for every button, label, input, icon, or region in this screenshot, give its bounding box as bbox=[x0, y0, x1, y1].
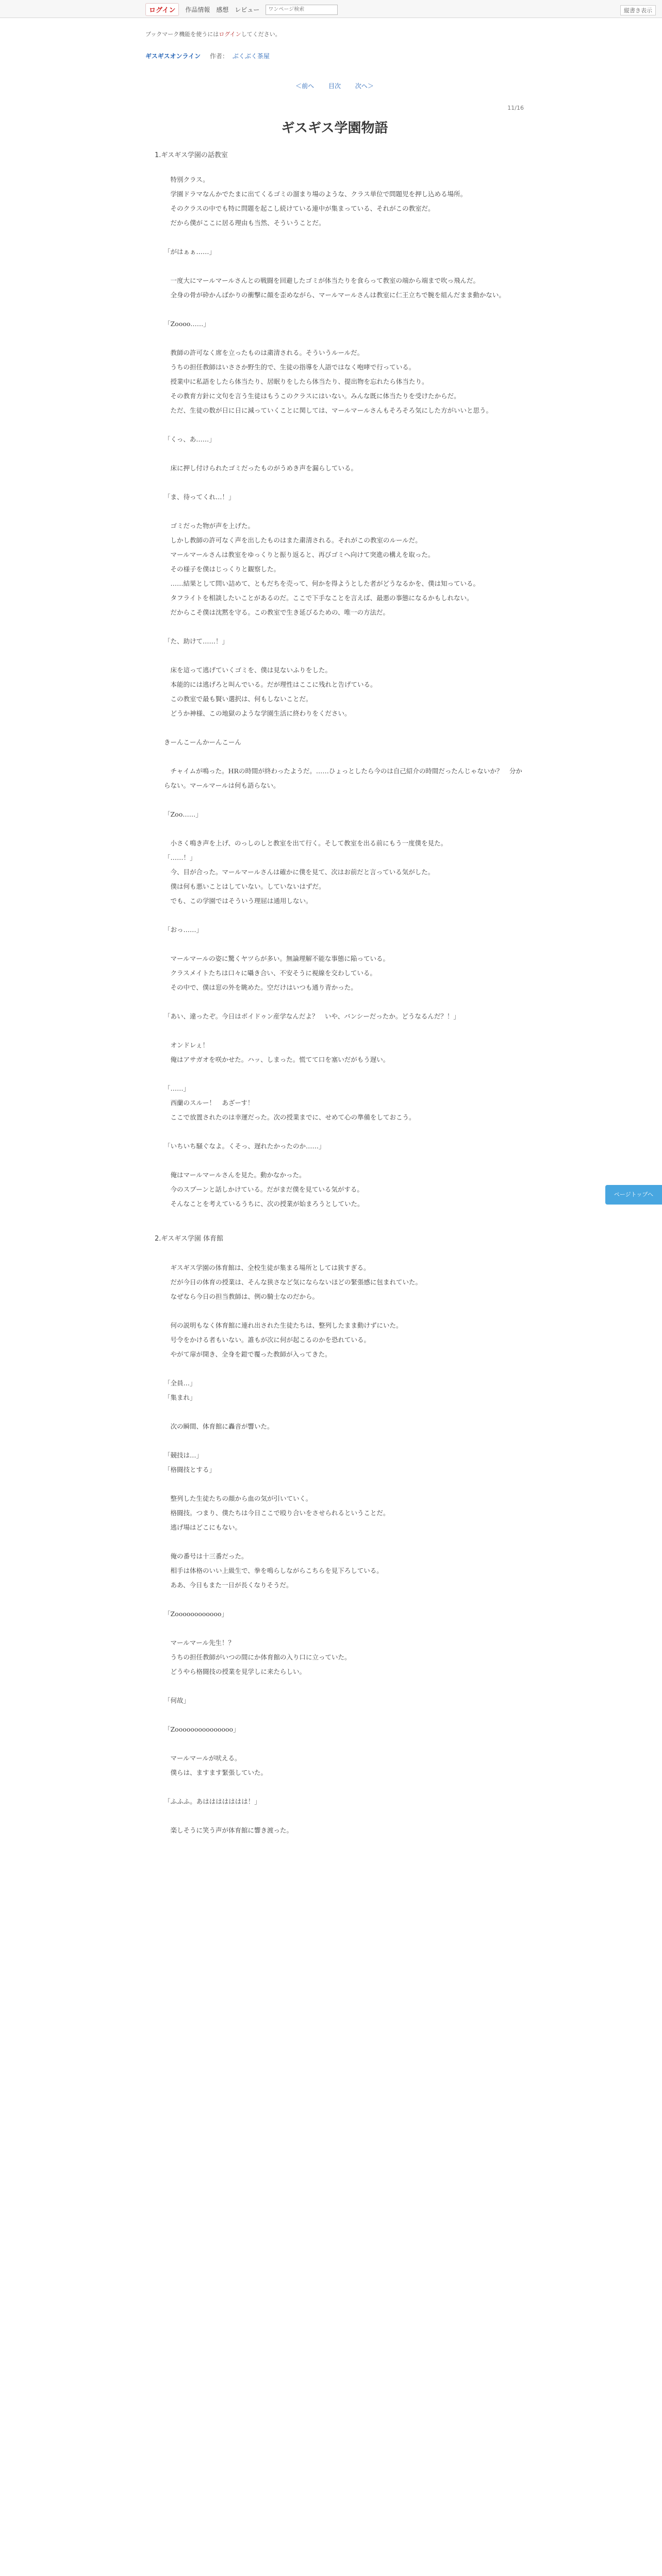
novel-paragraph: だから僕がここに居る理由も当然、そういうことだ。 bbox=[164, 219, 325, 227]
novel-paragraph: 「ま、待ってくれ…！」 bbox=[164, 493, 235, 501]
paragraph-gap bbox=[164, 620, 524, 634]
novel-paragraph: 「全員…」 bbox=[164, 1379, 196, 1387]
novel-paragraph: その様子を僕はじっくりと観察した。 bbox=[164, 565, 280, 573]
paragraph-gap bbox=[164, 1679, 524, 1693]
novel-paragraph: 俺はアサガオを咲かせた。ハッ、しまった。慌てて口を塞いだがもう遅い。 bbox=[164, 1056, 390, 1063]
novel-paragraph: 床を這って逃げていくゴミを、僕は見ないふりをした。 bbox=[164, 666, 332, 674]
novel-paragraph: その中で、僕は窓の外を眺めた。空だけはいつも通り青かった。 bbox=[164, 984, 357, 991]
paragraph-gap bbox=[164, 649, 524, 663]
login-button[interactable]: ログイン bbox=[145, 3, 179, 16]
novel-paragraph: 「何故」 bbox=[164, 1697, 190, 1704]
page-top-button[interactable]: ページトップへ bbox=[605, 1185, 662, 1205]
novel-paragraph: チャイムが鳴った。HRの時間が終わったようだ。……ひょっとしたら今のは自己紹介の時間だったんじゃないか？ 分からない。マールマールは何も語らない。 bbox=[164, 767, 522, 789]
novel-paragraph: 一度大にマールマールさんとの戦闘を回避したゴミが体当たりを食らって教室の端から端まで吹っ飛んだ。 bbox=[164, 277, 480, 284]
paragraph-gap bbox=[164, 793, 524, 807]
paragraph-gap bbox=[164, 1708, 524, 1722]
novel-paragraph: マールマールさんは教室をゆっくりと振り返ると、再びゴミへ向けて突進の構えを取った。 bbox=[164, 551, 435, 558]
novel-paragraph: クラスメイトたちは口々に囁き合い、不安そうに視線を交わしている。 bbox=[164, 969, 376, 977]
novel-paragraph: タフライトを相談したいことがあるのだ。ここで下手なことを言えば、最悪の事態になるかもしれない。 bbox=[164, 594, 473, 602]
vertical-view-button[interactable]: 縦書き表示 bbox=[620, 5, 656, 15]
novel-paragraph: 僕らは、ますます緊張していた。 bbox=[164, 1769, 268, 1776]
novel-paragraph: 「くっ、あ……」 bbox=[164, 435, 216, 443]
chapter-heading-2: 2.ギスギス学園 体育館 bbox=[155, 1235, 224, 1243]
novel-paragraph: 「……！」 bbox=[164, 854, 196, 861]
novel-paragraph: 「あい、違ったぞ。今日はボイドゥン産学なんだよ？ いや、バンシーだったか。どうなるんだ？！」 bbox=[164, 1012, 460, 1020]
paragraph-gap bbox=[164, 1434, 524, 1448]
novel-paragraph: 「Zoooooooooooo」 bbox=[164, 1610, 228, 1618]
paragraph-gap bbox=[164, 476, 524, 490]
episode-number: 11/16 bbox=[507, 105, 524, 111]
novel-paragraph: ギスギス学園の体育館は、全校生徒が集まる場所としては狭すぎる。 bbox=[164, 1264, 370, 1272]
novel-paragraph: 格闘技。つまり、僕たちは今日ここで殴り合いをさせられるということだ。 bbox=[164, 1509, 390, 1517]
paragraph-gap bbox=[164, 721, 524, 735]
novel-paragraph: 床に押し付けられたゴミだったものがうめき声を漏らしている。 bbox=[164, 464, 358, 472]
novel-paragraph: きーんこーんかーんこーん bbox=[164, 738, 242, 746]
novel-paragraph: 今、目が合った。マールマールさんは確かに僕を見て、次はお前だと言っている気がした。 bbox=[164, 868, 435, 876]
novel-paragraph: だが今日の体育の授業は、そんな狭さなど気にならないほどの緊張感に包まれていた。 bbox=[164, 1278, 422, 1286]
episode-pager bbox=[145, 81, 524, 90]
novel-paragraph: 学園ドラマなんかでたまに出てくるゴミの溜まり場のような、クラス単位で問題児を押し込める場所。 bbox=[164, 190, 467, 198]
novel-paragraph: 僕は何も悪いことはしていない。していないはずだ。 bbox=[164, 883, 325, 890]
novel-paragraph: しかし教師の許可なく声を出したものはまた粛清される。それがこの教室のルールだ。 bbox=[164, 536, 422, 544]
novel-paragraph: 「いちいち騒ぐなよ。くそっ、遅れたかったのか……」 bbox=[164, 1142, 325, 1150]
paragraph-gap bbox=[164, 504, 524, 519]
novel-paragraph: 「Zooooooooooooooo」 bbox=[164, 1725, 240, 1733]
novel-paragraph: 「競技は…」 bbox=[164, 1451, 203, 1459]
paragraph-gap bbox=[164, 995, 524, 1009]
novel-paragraph: うちの担任教師がいつの間にか体育館の入り口に立っていた。 bbox=[164, 1653, 351, 1661]
chapter-heading: 1.ギスギス学園の話教室 bbox=[155, 151, 228, 159]
novel-paragraph: 逃げ場はどこにもない。 bbox=[164, 1523, 242, 1531]
novel-paragraph: 「ふふふ。あははははははは！」 bbox=[164, 1798, 261, 1805]
novel-paragraph: ……結果として問い詰めて、ともだちを売って、何かを得ようとした者がどうなるかを、僕は知っている。 bbox=[164, 580, 480, 587]
paragraph-gap bbox=[164, 750, 524, 764]
novel-paragraph: ああ、今日もまた一日が長くなりそうだ。 bbox=[164, 1581, 293, 1589]
prev-episode-link[interactable]: ＜前へ bbox=[295, 82, 315, 90]
novel-paragraph: ただ、生徒の数が日に日に減っていくことに関しては、マールマールさんもそろそろ気にした方がいいと思う。 bbox=[164, 406, 493, 414]
novel-paragraph: この教室で最も賢い選択は、何もしないことだ。 bbox=[164, 695, 312, 703]
nav-item-reviews[interactable]: レビュー bbox=[235, 6, 260, 13]
novel-paragraph: マールマールの姿に驚くヤツらが多い。無論理解不能な事態に陥っている。 bbox=[164, 955, 390, 962]
novel-paragraph: 「格闘技とする」 bbox=[164, 1466, 216, 1473]
login-notice bbox=[145, 30, 524, 38]
paragraph-gap bbox=[164, 331, 524, 346]
novel-paragraph: マールマール先生！？ bbox=[164, 1639, 235, 1647]
top-nav bbox=[145, 3, 338, 16]
paragraph-gap bbox=[164, 1362, 524, 1376]
paragraph-gap bbox=[164, 1125, 524, 1139]
novel-paragraph: どうやら格闘技の授業を見学しに来たらしい。 bbox=[164, 1668, 306, 1675]
novel-paragraph: 授業中に私語をしたら体当たり、居眠りをしたら体当たり、提出物を忘れたら体当たり。 bbox=[164, 378, 428, 385]
novel-paragraph: その教育方針に文句を言う生徒はもうこのクラスにはいない。みんな既に体当たりを受けたからだ。 bbox=[164, 392, 460, 400]
paragraph-gap bbox=[164, 908, 524, 923]
novel-paragraph: うちの担任教師はいささか野生的で、生徒の指導を人語ではなく咆哮で行っている。 bbox=[164, 363, 416, 371]
novel-paragraph: そのクラスの中でも特に問題を起こし続けている連中が集まっている、それがこの教室だ。 bbox=[164, 205, 435, 212]
novel-paragraph: 「集まれ」 bbox=[164, 1394, 196, 1401]
notice-prefix: ブックマーク機能を使うには bbox=[145, 31, 219, 38]
paragraph-gap bbox=[164, 1809, 524, 1823]
novel-paragraph: 小さく鳴き声を上げ、のっしのしと教室を出て行く。そして教室を出る前にもう一度僕を見た。 bbox=[164, 839, 448, 847]
paragraph-gap bbox=[164, 302, 524, 317]
novel-paragraph: 相手は体格のいい上級生で、拳を鳴らしながらこちらを見下ろしている。 bbox=[164, 1567, 383, 1574]
novel-paragraph: 号令をかける者もいない。誰もが次に何が起こるのかを恐れている。 bbox=[164, 1336, 371, 1344]
paragraph-gap bbox=[164, 1780, 524, 1794]
novel-paragraph: 楽しそうに笑う声が体育館に響き渡った。 bbox=[164, 1826, 293, 1834]
novel-paragraph: 西蘭のスルー！ あざーす！ bbox=[164, 1099, 254, 1107]
notice-login-link[interactable]: ログイン bbox=[219, 31, 241, 38]
paragraph-gap bbox=[164, 1304, 524, 1318]
novel-paragraph: 今のスプーンと話しかけている。だがまだ僕を見ている気がする。 bbox=[164, 1185, 363, 1193]
novel-paragraph: 次の瞬間、体育館に轟音が響いた。 bbox=[164, 1422, 274, 1430]
novel-paragraph: オンドレぇ！ bbox=[164, 1041, 209, 1049]
paragraph-gap bbox=[164, 1621, 524, 1636]
paragraph-gap bbox=[164, 1535, 524, 1549]
toc-link[interactable]: 目次 bbox=[328, 82, 341, 90]
novel-paragraph: 何の説明もなく体育館に連れ出された生徒たちは、整列したまま動けずにいた。 bbox=[164, 1321, 403, 1329]
paragraph-gap bbox=[164, 259, 524, 274]
novel-paragraph: 教師の許可なく席を立ったものは粛清される。そういうルールだ。 bbox=[164, 349, 364, 357]
paragraph-gap bbox=[164, 230, 524, 245]
author-label: 作者： bbox=[210, 53, 229, 60]
novel-paragraph: 「おっ……」 bbox=[164, 926, 203, 934]
novel-paragraph: なぜなら今日の担当教師は、例の騎士なのだから。 bbox=[164, 1293, 319, 1300]
novel-body bbox=[155, 173, 524, 1838]
novel-paragraph: 「Zoooo……」 bbox=[164, 320, 210, 328]
novel-paragraph: でも、この学園ではそういう理屈は通用しない。 bbox=[164, 897, 312, 905]
top-bar bbox=[0, 0, 662, 18]
novel-paragraph: 全身の骨が砕かんばかりの衝撃に顔を歪めながら、マールマールさんは教室に仁王立ちで腕を組んだまま動かない。 bbox=[164, 291, 505, 299]
novel-paragraph: 「……」 bbox=[164, 1084, 190, 1092]
paragraph-gap bbox=[164, 1737, 524, 1751]
novel-paragraph: ここで放置されたのは幸運だった。次の授業までに、せめて心の準備をしておこう。 bbox=[164, 1113, 416, 1121]
novel-paragraph: 「Zoo……」 bbox=[164, 810, 202, 818]
paragraph-gap bbox=[164, 447, 524, 461]
series-title-link[interactable]: ギスギスオンライン bbox=[145, 53, 201, 60]
novel-paragraph: 特別クラス。 bbox=[164, 176, 209, 183]
novel-body-part-2 bbox=[164, 1261, 524, 1838]
novel-paragraph: 「た、助けて……！」 bbox=[164, 637, 229, 645]
novel-paragraph: マールマールが吠える。 bbox=[164, 1754, 241, 1762]
novel-paragraph: どうか神様、この地獄のような学園生活に終わりをください。 bbox=[164, 709, 351, 717]
novel-body-part-1 bbox=[164, 173, 524, 1211]
paragraph-gap bbox=[164, 822, 524, 836]
paragraph-gap bbox=[164, 418, 524, 432]
paragraph-gap bbox=[164, 1154, 524, 1168]
novel-paragraph: だからこそ僕は沈黙を守る。この教室で生き延びるための、唯一の方法だ。 bbox=[164, 608, 390, 616]
novel-paragraph: やがて扉が開き、全身を鎧で覆った教師が入ってきた。 bbox=[164, 1350, 332, 1358]
search-input[interactable] bbox=[266, 5, 338, 15]
author-link[interactable]: ぶくぶく茶屋 bbox=[232, 53, 270, 60]
paragraph-gap bbox=[164, 1477, 524, 1492]
nav-item-work-info[interactable]: 作品情報 bbox=[185, 6, 210, 13]
novel-paragraph: 俺の番号は十三番だった。 bbox=[164, 1552, 248, 1560]
paragraph-gap bbox=[164, 1592, 524, 1607]
next-episode-link[interactable]: 次へ＞ bbox=[355, 82, 374, 90]
novel-paragraph: 本能的には逃げろと叫んでいる。だが理性はここに残れと告げている。 bbox=[164, 681, 377, 688]
novel-paragraph: 俺はマールマールさんを見た。動かなかった。 bbox=[164, 1171, 306, 1179]
notice-suffix: してください。 bbox=[241, 31, 281, 38]
paragraph-gap bbox=[164, 1405, 524, 1419]
paragraph-gap bbox=[164, 1024, 524, 1038]
paragraph-gap bbox=[164, 937, 524, 952]
novel-paragraph: そんなことを考えているうちに、次の授業が始まろうとしていた。 bbox=[164, 1200, 364, 1208]
novel-paragraph: ゴミだった物が声を上げた。 bbox=[164, 522, 255, 530]
novel-paragraph: 整列した生徒たちの顔から血の気が引いていく。 bbox=[164, 1495, 312, 1502]
nav-item-impressions[interactable]: 感想 bbox=[216, 6, 229, 13]
breadcrumb bbox=[145, 52, 524, 60]
episode-title: ギスギス学園物語 bbox=[281, 121, 388, 136]
paragraph-gap bbox=[164, 1067, 524, 1081]
novel-paragraph: 「がはぁぁ……」 bbox=[164, 248, 216, 256]
